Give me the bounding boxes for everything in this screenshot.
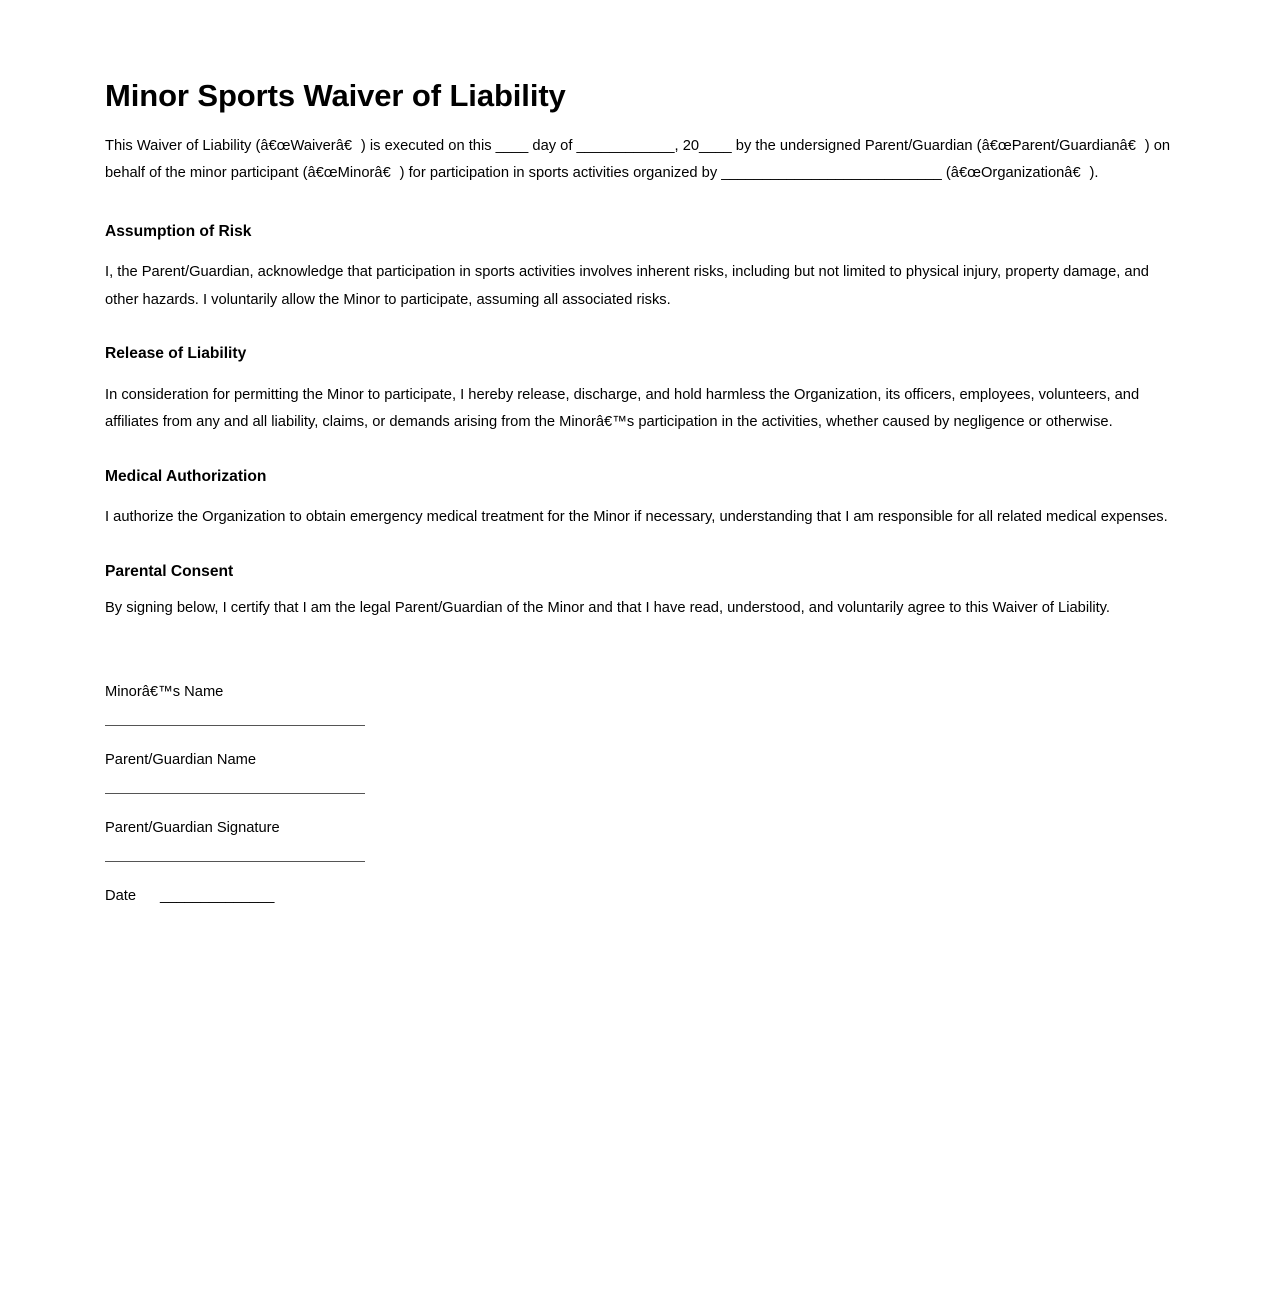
section-heading: Parental Consent <box>105 562 234 580</box>
signature-field-parent-name <box>105 749 1175 794</box>
blank-month: ____________ <box>576 137 675 154</box>
signature-block <box>105 681 1175 907</box>
signature-field-label: Minorâ€™s Name <box>105 683 224 700</box>
intro-text-part2: day of <box>528 137 577 154</box>
blank-year: ____ <box>699 137 732 154</box>
signature-field-label: Parent/Guardian Signature <box>105 819 280 836</box>
page-title: Minor Sports Waiver of Liability <box>105 78 566 113</box>
section-body: I, the Parent/Guardian, acknowledge that participation in sports activities involves inherent risks, including but not limited to physical injury, property damage, and other hazards. I voluntarily allow the Minor to participate, assuming all associated risks. <box>105 264 1149 308</box>
section-parental-consent <box>105 562 1175 623</box>
signature-field-date <box>105 885 1175 907</box>
section-medical-authorization <box>105 467 1175 532</box>
intro-text-part1: This Waiver of Liability (â€œWaiverâ€) is executed on this <box>105 137 496 154</box>
signature-field-parent-signature <box>105 817 1175 862</box>
intro-text-part3: , 20 <box>674 137 700 154</box>
section-release-of-liability <box>105 344 1175 436</box>
signature-line[interactable] <box>105 725 365 726</box>
date-blank[interactable]: ______________ <box>160 887 275 904</box>
section-body: I authorize the Organization to obtain emergency medical treatment for the Minor if necessary, understanding that I am responsible for all related medical expenses. <box>105 509 1168 526</box>
section-body: In consideration for permitting the Minor to participate, I hereby release, discharge, and hold harmless the Organization, its officers, employees, volunteers, and affiliates from any and all liability, claims, or demands arising from the Minorâ€™s participation in the activities, whether caused by negligence or otherwise. <box>105 386 1140 431</box>
signature-line[interactable] <box>105 793 365 794</box>
section-body: By signing below, I certify that I am the legal Parent/Guardian of the Minor and that I have read, understood, and voluntarily agree to this Waiver of Liability. <box>105 600 1111 617</box>
section-heading: Assumption of Risk <box>105 222 252 240</box>
section-heading: Medical Authorization <box>105 467 267 485</box>
signature-field-minor-name <box>105 681 1175 726</box>
blank-day: ____ <box>495 137 529 154</box>
intro-text-part4: by the undersigned Parent/Guardian (â€œParent/Guardianâ€) on behalf of the minor participant (â€œMinorâ€) for participation in sports activities organized by <box>105 137 1171 182</box>
intro-text-part5: (â€œOrganizationâ€). <box>941 165 1099 182</box>
section-assumption-of-risk <box>105 222 1175 314</box>
blank-organization: ___________________________ <box>721 165 942 182</box>
signature-field-label: Parent/Guardian Name <box>105 751 257 768</box>
intro-paragraph <box>105 133 1175 188</box>
document-content <box>105 78 1175 907</box>
date-label: Date <box>105 887 137 904</box>
section-heading: Release of Liability <box>105 345 247 363</box>
signature-line[interactable] <box>105 861 365 862</box>
